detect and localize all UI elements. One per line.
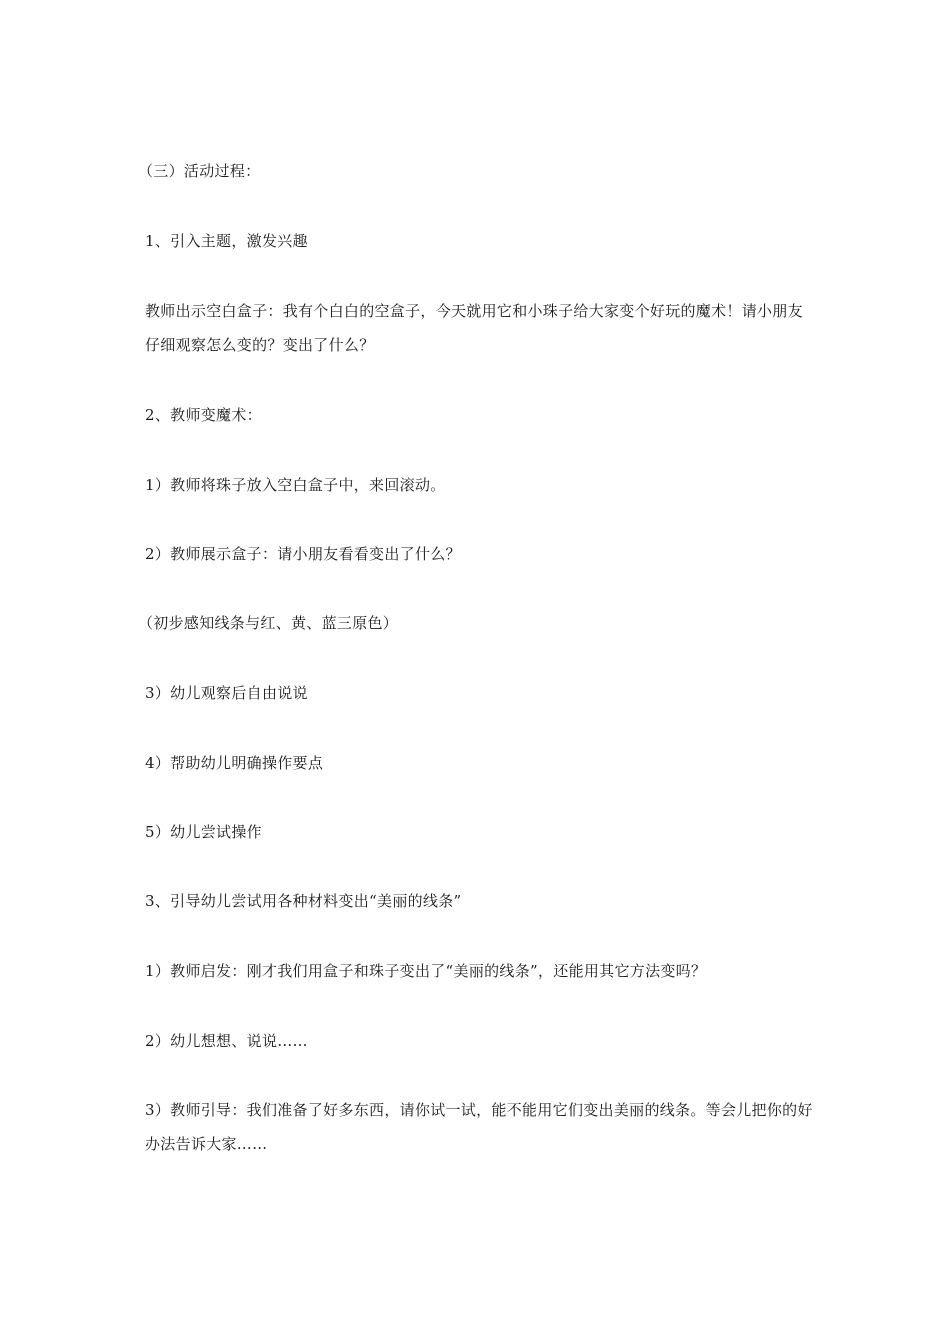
step-3-item-1: 1）教师启发：刚才我们用盒子和珠子变出了“美丽的线条”，还能用其它方法变吗？ (145, 962, 707, 980)
step-3-heading: 3、引导幼儿尝试用各种材料变出“美丽的线条” (145, 892, 462, 910)
step-2-item-3: 3）幼儿观察后自由说说 (145, 684, 308, 702)
step-1-heading: 1、引入主题，激发兴趣 (145, 232, 308, 250)
step-2-item-2: 2）教师展示盒子：请小朋友看看变出了什么？ (145, 545, 461, 563)
step-2-note: （初步感知线条与红、黄、蓝三原色） (138, 614, 399, 632)
step-3-item-3: 3）教师引导：我们准备了好多东西，请你试一试，能不能用它们变出美丽的线条。等会儿把你的好办法告诉大家…… (145, 1101, 813, 1153)
step-2-item-5: 5）幼儿尝试操作 (145, 823, 262, 841)
step-2-item-4: 4）帮助幼儿明确操作要点 (145, 754, 324, 772)
section-heading: （三）活动过程： (138, 162, 261, 180)
step-3-item-2: 2）幼儿想想、说说…… (145, 1032, 308, 1050)
step-2-item-1: 1）教师将珠子放入空白盒子中，来回滚动。 (145, 476, 446, 494)
step-2-heading: 2、教师变魔术： (145, 406, 262, 424)
teacher-intro-paragraph: 教师出示空白盒子：我有个白白的空盒子，今天就用它和小珠子给大家变个好玩的魔术！请小朋友仔细观察怎么变的？变出了什么？ (145, 302, 803, 354)
